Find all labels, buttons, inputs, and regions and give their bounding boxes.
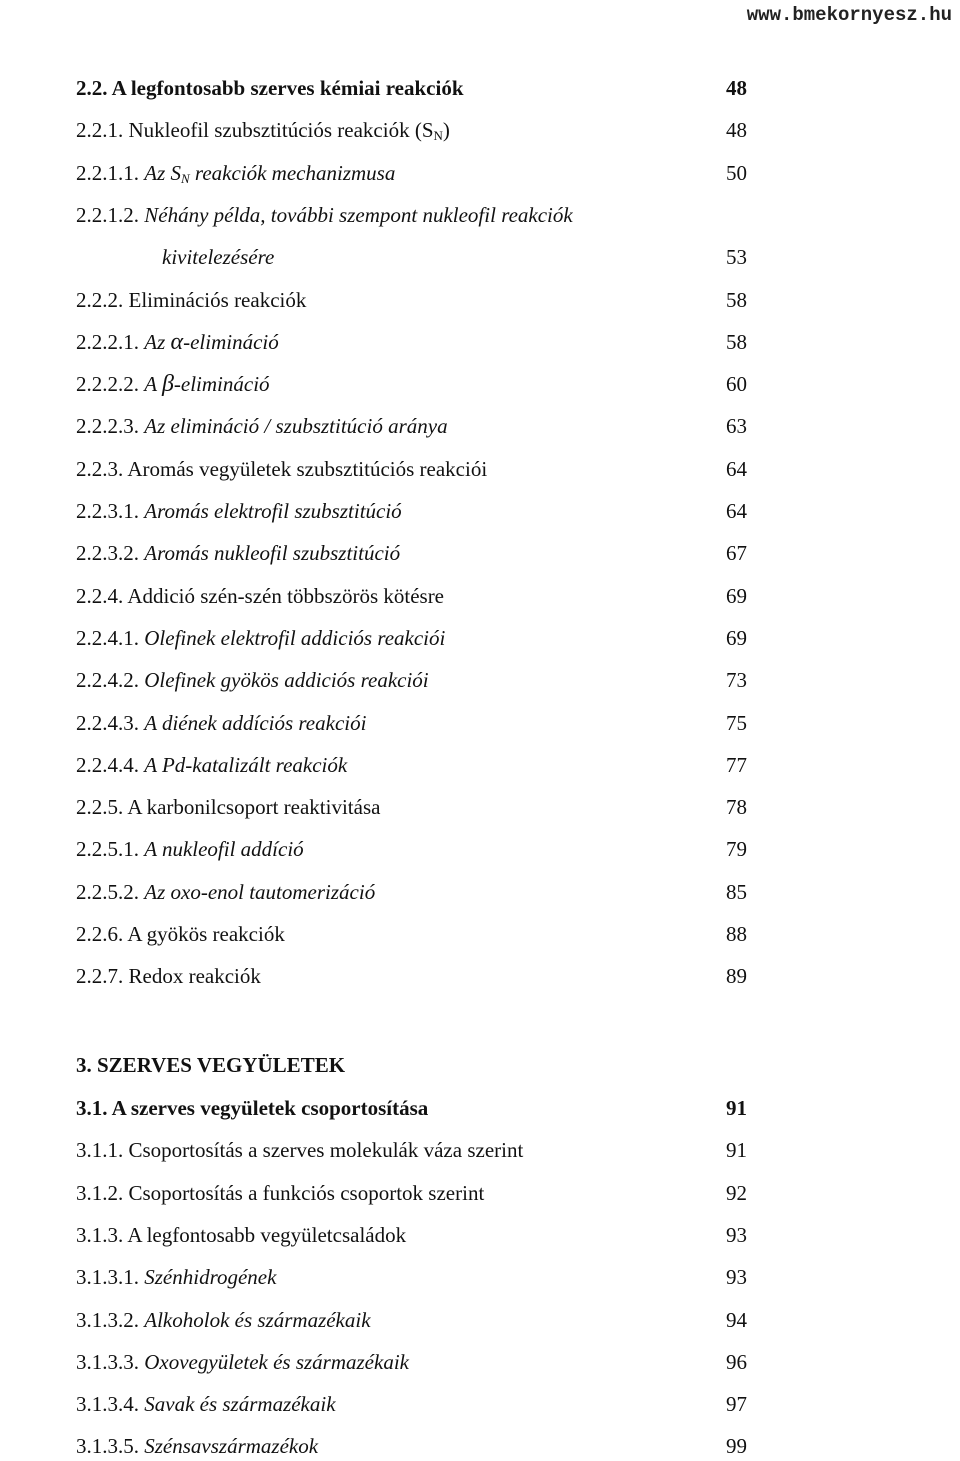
toc-entry-label xyxy=(76,961,261,991)
toc-entry-number: 2.2. xyxy=(76,76,112,100)
toc-entry-page: 92 xyxy=(726,1180,747,1205)
subscript: N xyxy=(181,170,190,186)
toc-entry-title-part: Az S xyxy=(144,160,181,185)
toc-entry-page: 60 xyxy=(726,372,747,397)
toc-entry-label xyxy=(76,200,573,230)
toc-entry xyxy=(0,285,960,315)
toc-entry-number: 3.1.2. xyxy=(76,1180,129,1205)
toc-entry-page: 48 xyxy=(726,118,747,143)
toc-entry-page: 58 xyxy=(726,287,747,312)
toc-entry xyxy=(0,834,960,864)
toc-entry-page: 93 xyxy=(726,1222,747,1247)
toc-entry-title: Az elimináció / szubsztitúció aránya xyxy=(144,414,448,439)
toc-entry-number: 2.2.5. xyxy=(76,795,128,820)
toc-entry-title: A Pd-katalizált reakciók xyxy=(144,752,348,777)
toc-entry-page: 88 xyxy=(726,922,747,946)
toc-entry-title: A karbonilcsoport reaktivitása xyxy=(127,795,381,820)
toc-entry-title-part: Nukleofil szubsztitúciós reakciók (S xyxy=(128,118,434,143)
toc-entry-title: A diének addíciós reakciói xyxy=(144,710,367,735)
toc-entry-label xyxy=(76,1347,409,1377)
toc-entry-page: 69 xyxy=(726,583,747,608)
toc-entry-title: A legfontosabb vegyületcsaládok xyxy=(127,1222,407,1247)
toc-entry-title: Olefinek gyökös addiciós reakciói xyxy=(144,668,429,693)
toc-entry-title xyxy=(129,118,450,142)
toc-entry xyxy=(0,496,960,526)
toc-entry-number: 2.2.1. xyxy=(76,118,129,143)
toc-entry xyxy=(0,750,960,780)
toc-entry-title: A gyökös reakciók xyxy=(127,922,285,946)
toc-entry-label xyxy=(76,1135,523,1165)
toc-entry-title-part: reakciók mechanizmusa xyxy=(189,160,396,185)
toc-entry-page: 79 xyxy=(726,837,747,862)
toc-entry-page: 93 xyxy=(726,1265,747,1290)
toc-entry-title xyxy=(144,161,395,185)
toc-entry-number: 2.2.4.4. xyxy=(76,752,145,777)
toc-entry-label xyxy=(76,73,464,103)
toc-entry-number: 3.1. xyxy=(76,1096,112,1120)
toc-entry-page: 73 xyxy=(726,668,747,693)
toc-entry-number: 2.2.3.1. xyxy=(76,499,145,523)
toc-entry xyxy=(0,327,960,357)
toc-entry-number: 2.2.1.2. xyxy=(76,202,145,227)
toc-entry-number: 2.2.5.1. xyxy=(76,837,145,862)
toc-entry xyxy=(0,919,960,949)
toc-entry-label xyxy=(76,158,395,188)
toc-entry-page: 64 xyxy=(726,456,747,481)
toc-entry-number: 2.2.7. xyxy=(76,964,129,989)
toc-entry-title: Aromás nukleofil szubsztitúció xyxy=(144,541,401,566)
toc-entry-title: A nukleofil addíció xyxy=(144,837,304,862)
toc-entry-label xyxy=(76,919,285,949)
toc-entry xyxy=(0,1431,960,1461)
toc-entry-label xyxy=(76,623,445,653)
toc-entry xyxy=(0,708,960,738)
toc-entry-title xyxy=(144,372,269,396)
toc-entry xyxy=(0,792,960,822)
toc-entry-page: 77 xyxy=(726,752,747,777)
toc-entry-page: 85 xyxy=(726,879,747,904)
toc-entry-title: Alkoholok és származékaik xyxy=(144,1307,371,1332)
toc-entry-page: 99 xyxy=(726,1434,747,1459)
toc-entry xyxy=(0,581,960,611)
toc-entry-title: A szerves vegyületek csoportosítása xyxy=(111,1096,429,1120)
toc-entry-label xyxy=(76,1389,336,1419)
toc-entry-title xyxy=(144,330,279,354)
toc-entry-page: 63 xyxy=(726,414,747,439)
toc-entry-title-part: ) xyxy=(442,118,450,143)
toc-entry-page: 53 xyxy=(726,245,747,270)
toc-entry-number: 2.2.2.3. xyxy=(76,414,145,439)
toc-entry-label xyxy=(76,538,400,568)
greek-letter: β xyxy=(161,371,174,398)
toc-entry-title: Oxovegyületek és származékaik xyxy=(144,1349,409,1374)
toc-entry-title: Savak és származékaik xyxy=(144,1392,336,1417)
toc-entry xyxy=(0,1262,960,1292)
toc-entry-page: 67 xyxy=(726,541,747,566)
toc-entry-number: 3.1.3.1. xyxy=(76,1265,145,1290)
toc-entry-label xyxy=(76,411,448,441)
toc-entry-label xyxy=(162,242,274,272)
toc-entry-title: Szénsavszármazékok xyxy=(144,1434,319,1459)
toc-entry xyxy=(0,1135,960,1165)
toc-entry xyxy=(0,623,960,653)
toc-entry-label xyxy=(76,1220,406,1250)
toc-entry-label xyxy=(76,834,304,864)
toc-entry-page: 91 xyxy=(726,1096,747,1120)
toc-entry-page: 78 xyxy=(726,795,747,820)
toc-entry-label xyxy=(76,750,347,780)
toc-entry xyxy=(0,1093,960,1123)
toc-entry-title: Néhány példa, további szempont nukleofil reakciók xyxy=(144,202,573,227)
toc-entry-number: 3.1.3.5. xyxy=(76,1434,145,1459)
toc-entry-title: A legfontosabb szerves kémiai reakciók xyxy=(111,76,464,100)
toc-entry-number: 3.1.3.2. xyxy=(76,1307,145,1332)
toc-entry xyxy=(0,538,960,568)
toc-entry-title: Aromás elektrofil szubsztitúció xyxy=(144,499,402,523)
toc-entry-title: kivitelezésére xyxy=(162,245,275,270)
toc-entry-title-part: Az xyxy=(144,329,171,354)
toc-entry-title: Szénhidrogének xyxy=(144,1265,277,1290)
toc-entry-page: 50 xyxy=(726,160,747,185)
toc-entry xyxy=(0,454,960,484)
toc-entry-title-part: -elimináció xyxy=(183,329,279,354)
toc-entry-number: 3.1.3.4. xyxy=(76,1392,145,1417)
toc-entry xyxy=(0,1347,960,1377)
toc-entry xyxy=(0,1305,960,1335)
toc-entry xyxy=(0,961,960,991)
toc-entry-label xyxy=(76,581,444,611)
toc-entry-number: 3.1.3.3. xyxy=(76,1349,145,1374)
toc-entry-number: 2.2.1.1. xyxy=(76,160,145,185)
toc-entry-number: 2.2.2. xyxy=(76,287,129,312)
toc-entry-label xyxy=(76,1178,484,1208)
toc-entry-title: Csoportosítás a szerves molekulák váza szerint xyxy=(128,1138,524,1163)
toc-entry-page: 48 xyxy=(726,76,747,100)
toc-entry-title: Aromás vegyületek szubsztitúciós reakciói xyxy=(127,456,488,481)
toc-entry-page: 96 xyxy=(726,1349,747,1374)
toc-entry-title-part: -elimináció xyxy=(173,372,270,397)
toc-entry xyxy=(0,242,960,272)
toc-entry-number: 2.2.6. xyxy=(76,922,128,946)
toc-entry-page: 94 xyxy=(726,1307,747,1332)
toc-entry-label xyxy=(76,1305,371,1335)
toc-entry xyxy=(0,115,960,145)
toc-entry xyxy=(0,1178,960,1208)
toc-entry-number: 2.2.3.2. xyxy=(76,541,145,566)
toc-entry-page: 69 xyxy=(726,625,747,650)
toc-entry-page: 75 xyxy=(726,710,747,735)
toc-entry-label xyxy=(76,877,375,907)
toc-entry xyxy=(0,73,960,103)
toc-entry-page: 64 xyxy=(726,499,747,523)
toc-entry-label xyxy=(76,285,306,315)
toc-entry-title: Addició szén-szén többszörös kötésre xyxy=(127,583,445,608)
toc-entry xyxy=(0,877,960,907)
toc-entry-number: 2.2.2.2. xyxy=(76,372,145,397)
toc-entry-page: 89 xyxy=(726,964,747,989)
toc-entry-label xyxy=(76,665,429,695)
toc-entry-label xyxy=(76,1093,428,1123)
toc-entry-number: 2.2.5.2. xyxy=(76,879,145,904)
greek-letter: α xyxy=(170,328,184,355)
toc-entry-label xyxy=(76,496,402,526)
toc-entry xyxy=(0,200,960,230)
toc-entry-label xyxy=(76,1262,276,1292)
toc-entry-label xyxy=(76,369,270,399)
toc-entry xyxy=(0,411,960,441)
toc-entry-title: Redox reakciók xyxy=(128,964,261,989)
toc-entry-label xyxy=(76,327,279,357)
toc-entry-number: 2.2.2.1. xyxy=(76,329,145,354)
toc-entry-number: 2.2.3. xyxy=(76,456,128,481)
toc-entry-number: 2.2.4.2. xyxy=(76,668,145,693)
site-watermark: www.bmekornyesz.hu xyxy=(746,4,952,26)
toc-entry-title: Az oxo-enol tautomerizáció xyxy=(144,879,376,904)
toc-entry-label xyxy=(76,708,366,738)
toc-entry xyxy=(0,369,960,399)
toc-entry-title-part: A xyxy=(144,372,162,397)
toc-entry xyxy=(0,665,960,695)
toc-entry-label xyxy=(76,115,450,145)
toc-entry-label xyxy=(76,454,487,484)
toc-entry-number: 3.1.1. xyxy=(76,1138,129,1163)
toc-entry-title: Csoportosítás a funkciós csoportok szerint xyxy=(128,1180,485,1205)
toc-entry-label xyxy=(76,792,380,822)
toc-entry xyxy=(0,1220,960,1250)
toc-entry xyxy=(0,158,960,188)
toc-entry-title: Eliminációs reakciók xyxy=(128,287,307,312)
toc-entry-page: 97 xyxy=(726,1392,747,1417)
toc-entry-title: Olefinek elektrofil addiciós reakciói xyxy=(144,625,446,650)
toc-entry-page: 91 xyxy=(726,1138,747,1163)
toc-entry xyxy=(0,1389,960,1419)
toc-entry-number: 2.2.4. xyxy=(76,583,128,608)
toc-entry-number: 2.2.4.3. xyxy=(76,710,145,735)
toc-entry-page: 58 xyxy=(726,329,747,354)
toc-entry-number: 2.2.4.1. xyxy=(76,625,145,650)
section-heading: 3. SZERVES VEGYÜLETEK xyxy=(76,1053,346,1077)
toc-entry-number: 3.1.3. xyxy=(76,1222,128,1247)
subscript: N xyxy=(433,128,443,144)
toc-entry-label xyxy=(76,1431,318,1461)
